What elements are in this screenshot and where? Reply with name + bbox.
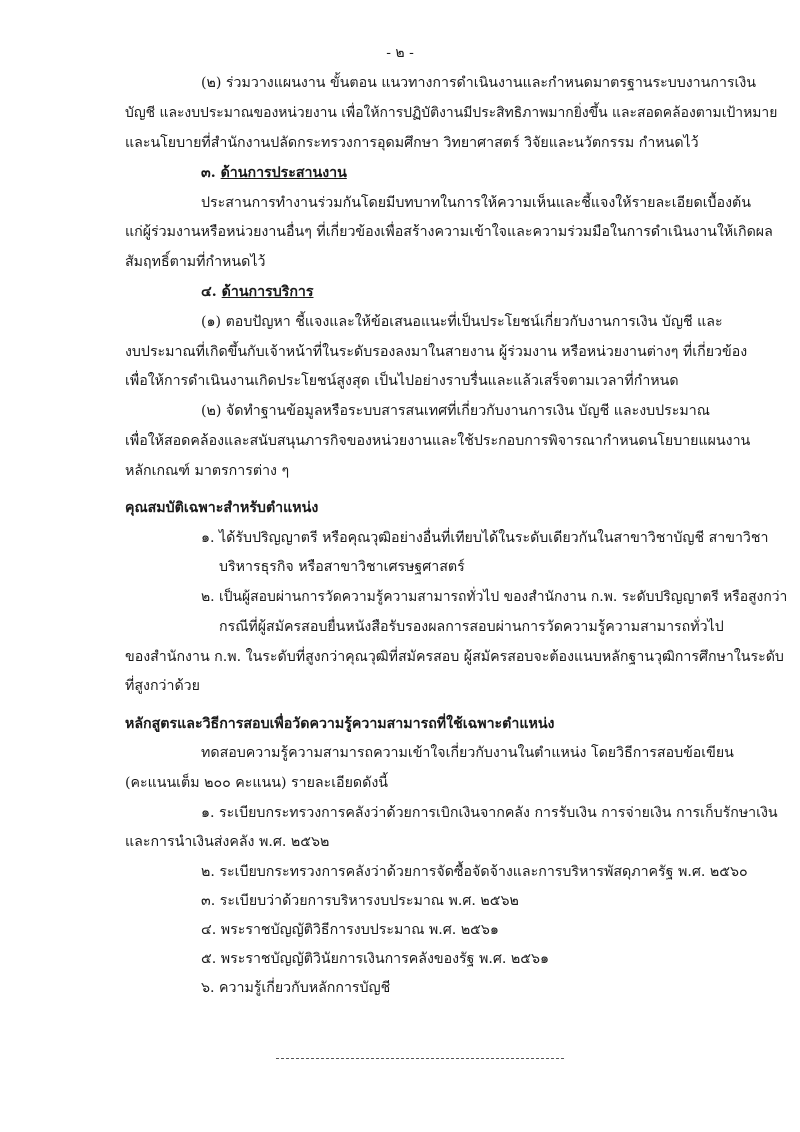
exam-heading: หลักสูตรและวิธีการสอบเพื่อวัดความรู้ความสามารถที่ใช้เฉพาะตำแหน่ง [125,716,555,732]
exam-item1-line-2: และการนำเงินส่งคลัง พ.ศ. ๒๕๖๒ [125,834,330,850]
qualification-item2-line-4: ที่สูงกว่าด้วย [125,678,200,694]
exam-item6: ๖. ความรู้เกี่ยวกับหลักการบัญชี [201,980,391,996]
coordination-line-3: สัมฤทธิ์ตามที่กำหนดไว้ [125,254,266,270]
coordination-line-2: แก่ผู้ร่วมงานหรือหน่วยงานอื่นๆ ที่เกี่ยวข้องเพื่อสร้างความเข้าใจและความร่วมมือในการดำเนินงานให้เกิดผล [125,224,773,240]
coordination-heading-text: ด้านการประสานงาน [220,165,347,181]
service-item1-line-1: (๑) ตอบปัญหา ชี้แจงและให้ข้อเสนอแนะที่เป็นประโยชน์เกี่ยวกับงานการเงิน บัญชี และ [201,314,723,330]
coordination-line-1: ประสานการทำงานร่วมกันโดยมีบทบาทในการให้ความเห็นและชี้แจงให้รายละเอียดเบื้องต้น [201,195,751,211]
page-number: - ๒ - [386,45,414,61]
service-item2-line-2: เพื่อให้สอดคล้องและสนับสนุนภารกิจของหน่วยงานและใช้ประกอบการพิจารณากำหนดนโยบายแผนงาน [125,433,751,449]
service-item1-line-2: งบประมาณที่เกิดขึ้นกับเจ้าหน้าที่ในระดับรองลงมาในสายงาน ผู้ร่วมงาน หรือหน่วยงานต่างๆ ที่เกี่ยวข้อง [125,344,748,360]
qualification-item2-line-2: กรณีที่ผู้สมัครสอบยื่นหนังสือรับรองผลการสอบผ่านการวัดความรู้ความสามารถทั่วไป [219,619,724,635]
exam-item4: ๔. พระราชบัญญัติวิธีการงบประมาณ พ.ศ. ๒๕๖๑ [201,922,499,938]
exam-intro-line-2: (คะแนนเต็ม ๒๐๐ คะแนน) รายละเอียดดังนี้ [125,775,388,791]
exam-item5: ๕. พระราชบัญญัติวินัยการเงินการคลังของรัฐ พ.ศ. ๒๕๖๑ [201,951,549,967]
service-heading [201,282,314,302]
qualification-item2-line-1: ๒. เป็นผู้สอบผ่านการวัดความรู้ความสามารถทั่วไป ของสำนักงาน ก.พ. ระดับปริญญาตรี หรือสูงกว่า [201,589,788,605]
service-item2-line-1: (๒) จัดทำฐานข้อมูลหรือระบบสารสนเทศที่เกี่ยวกับงานการเงิน บัญชี และงบประมาณ [201,403,710,419]
qualification-item2-line-3: ของสำนักงาน ก.พ. ในระดับที่สูงกว่าคุณวุฒิที่สมัครสอบ ผู้สมัครสอบจะต้องแนบหลักฐานวุฒิการศึกษาในระดับ [125,649,784,665]
exam-item3: ๓. ระเบียบว่าด้วยการบริหารงบประมาณ พ.ศ. ๒๕๖๒ [201,893,519,909]
coordination-heading [201,163,347,183]
service-heading-number: ๔. [201,284,217,300]
qualifications-heading: คุณสมบัติเฉพาะสำหรับตำแหน่ง [125,500,319,516]
coordination-heading-number: ๓. [201,165,216,181]
duty-planning-line-1: (๒) ร่วมวางแผนงาน ขั้นตอน แนวทางการดำเนินงานและกำหนดมาตรฐานระบบงานการเงิน [201,75,757,91]
end-divider [276,1058,564,1059]
exam-intro-line-1: ทดสอบความรู้ความสามารถความเข้าใจเกี่ยวกับงานในตำแหน่ง โดยวิธีการสอบข้อเขียน [201,745,734,761]
duty-planning-line-2: บัญชี และงบประมาณของหน่วยงาน เพื่อให้การปฏิบัติงานมีประสิทธิภาพมากยิ่งขึ้น และสอดคล้องตามเป้าหมาย [125,105,778,121]
service-item2-line-3: หลักเกณฑ์ มาตรการต่าง ๆ [125,463,290,479]
qualification-item1-line-1: ๑. ได้รับปริญญาตรี หรือคุณวุฒิอย่างอื่นที่เทียบได้ในระดับเดียวกันในสาขาวิชาบัญชี สาขาวิชา [201,530,769,546]
duty-planning-line-3: และนโยบายที่สำนักงานปลัดกระทรวงการอุดมศึกษา วิทยาศาสตร์ วิจัยและนวัตกรรม กำหนดไว้ [125,135,699,151]
service-heading-text: ด้านการบริการ [221,284,314,300]
service-item1-line-3: เพื่อให้การดำเนินงานเกิดประโยชน์สูงสุด เป็นไปอย่างราบรื่นและแล้วเสร็จตามเวลาที่กำหนด [125,373,679,389]
exam-item2: ๒. ระเบียบกระทรวงการคลังว่าด้วยการจัดซื้อจัดจ้างและการบริหารพัสดุภาครัฐ พ.ศ. ๒๕๖๐ [201,864,748,880]
qualification-item1-line-2: บริหารธุรกิจ หรือสาขาวิชาเศรษฐศาสตร์ [219,559,465,575]
exam-item1-line-1: ๑. ระเบียบกระทรวงการคลังว่าด้วยการเบิกเงินจากคลัง การรับเงิน การจ่ายเงิน การเก็บรักษาเงิน [201,805,778,821]
